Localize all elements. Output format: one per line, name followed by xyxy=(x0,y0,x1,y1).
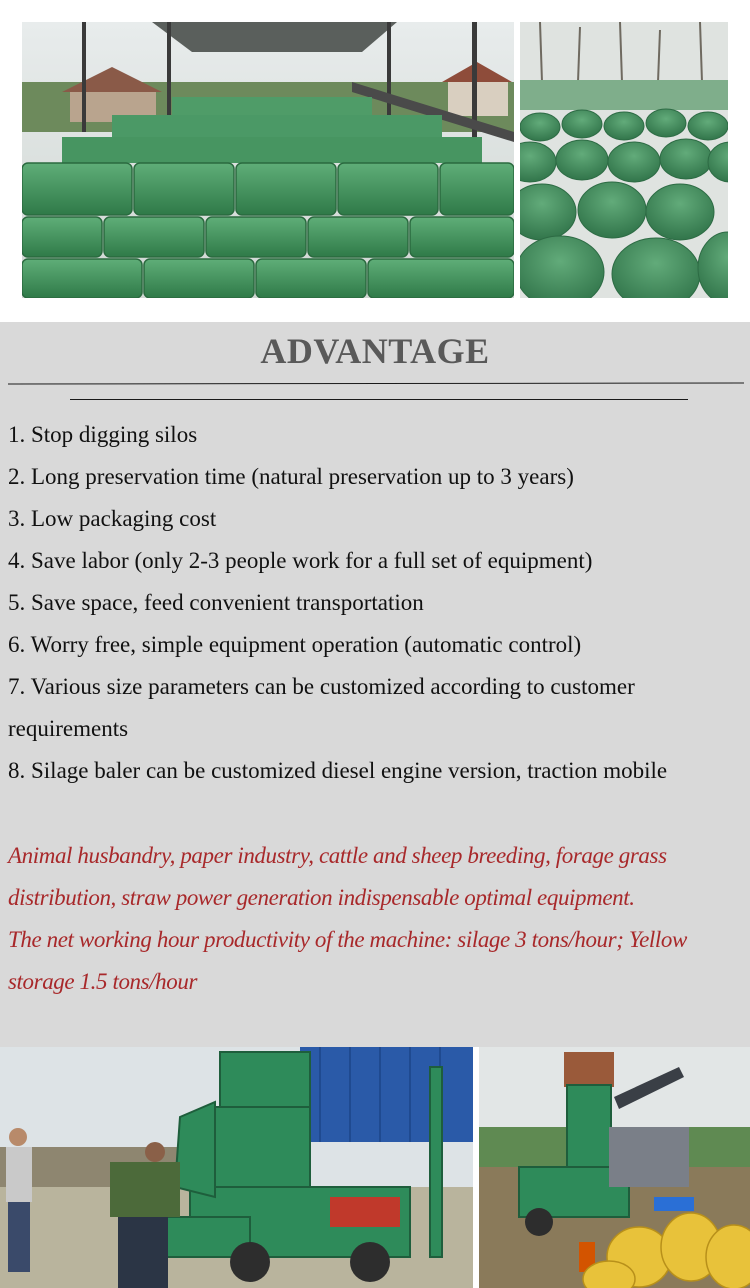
advantage-item: 1. Stop digging silos xyxy=(8,422,198,447)
bottom-photo-band xyxy=(0,1047,750,1288)
advantage-item: 3. Low packaging cost xyxy=(8,506,217,531)
silage-bags-field-photo xyxy=(520,22,728,298)
advantage-item: 8. Silage baler can be customized diesel engine version, traction mobile xyxy=(8,758,668,783)
advantage-item: 2. Long preservation time (natural preservation up to 3 years) xyxy=(8,464,574,489)
baler-machine-bags-image xyxy=(479,1047,750,1288)
advantage-heading: ADVANTAGE xyxy=(260,331,490,371)
baler-machine-workers-image xyxy=(0,1047,473,1288)
advantage-item: 6. Worry free, simple equipment operation (automatic control) xyxy=(8,632,582,657)
highlight-block xyxy=(8,835,744,1003)
top-photo-band xyxy=(0,0,750,322)
silage-bags-field-image xyxy=(520,22,728,298)
heading-rule-short xyxy=(70,399,688,400)
heading-rule-long xyxy=(8,382,744,384)
advantage-item: 7. Various size parameters can be customized according to customer requirements xyxy=(8,674,635,741)
advantage-panel xyxy=(0,322,750,1047)
advantage-list xyxy=(8,414,744,792)
silage-bales-shed-image xyxy=(22,22,514,298)
silage-bales-shed-photo xyxy=(22,22,514,298)
baler-machine-workers-photo xyxy=(0,1047,473,1288)
productivity-text: The net working hour productivity of the machine: silage 3 tons/hour; Yellow storage 1.5 tons/hour xyxy=(8,927,687,994)
baler-machine-bags-photo xyxy=(479,1047,750,1288)
advantage-item: 4. Save labor (only 2-3 people work for a full set of equipment) xyxy=(8,548,593,573)
advantage-item: 5. Save space, feed convenient transportation xyxy=(8,590,424,615)
applications-text: Animal husbandry, paper industry, cattle and sheep breeding, forage grass distribution, straw power generation indispensable optimal equipment. xyxy=(8,843,667,910)
